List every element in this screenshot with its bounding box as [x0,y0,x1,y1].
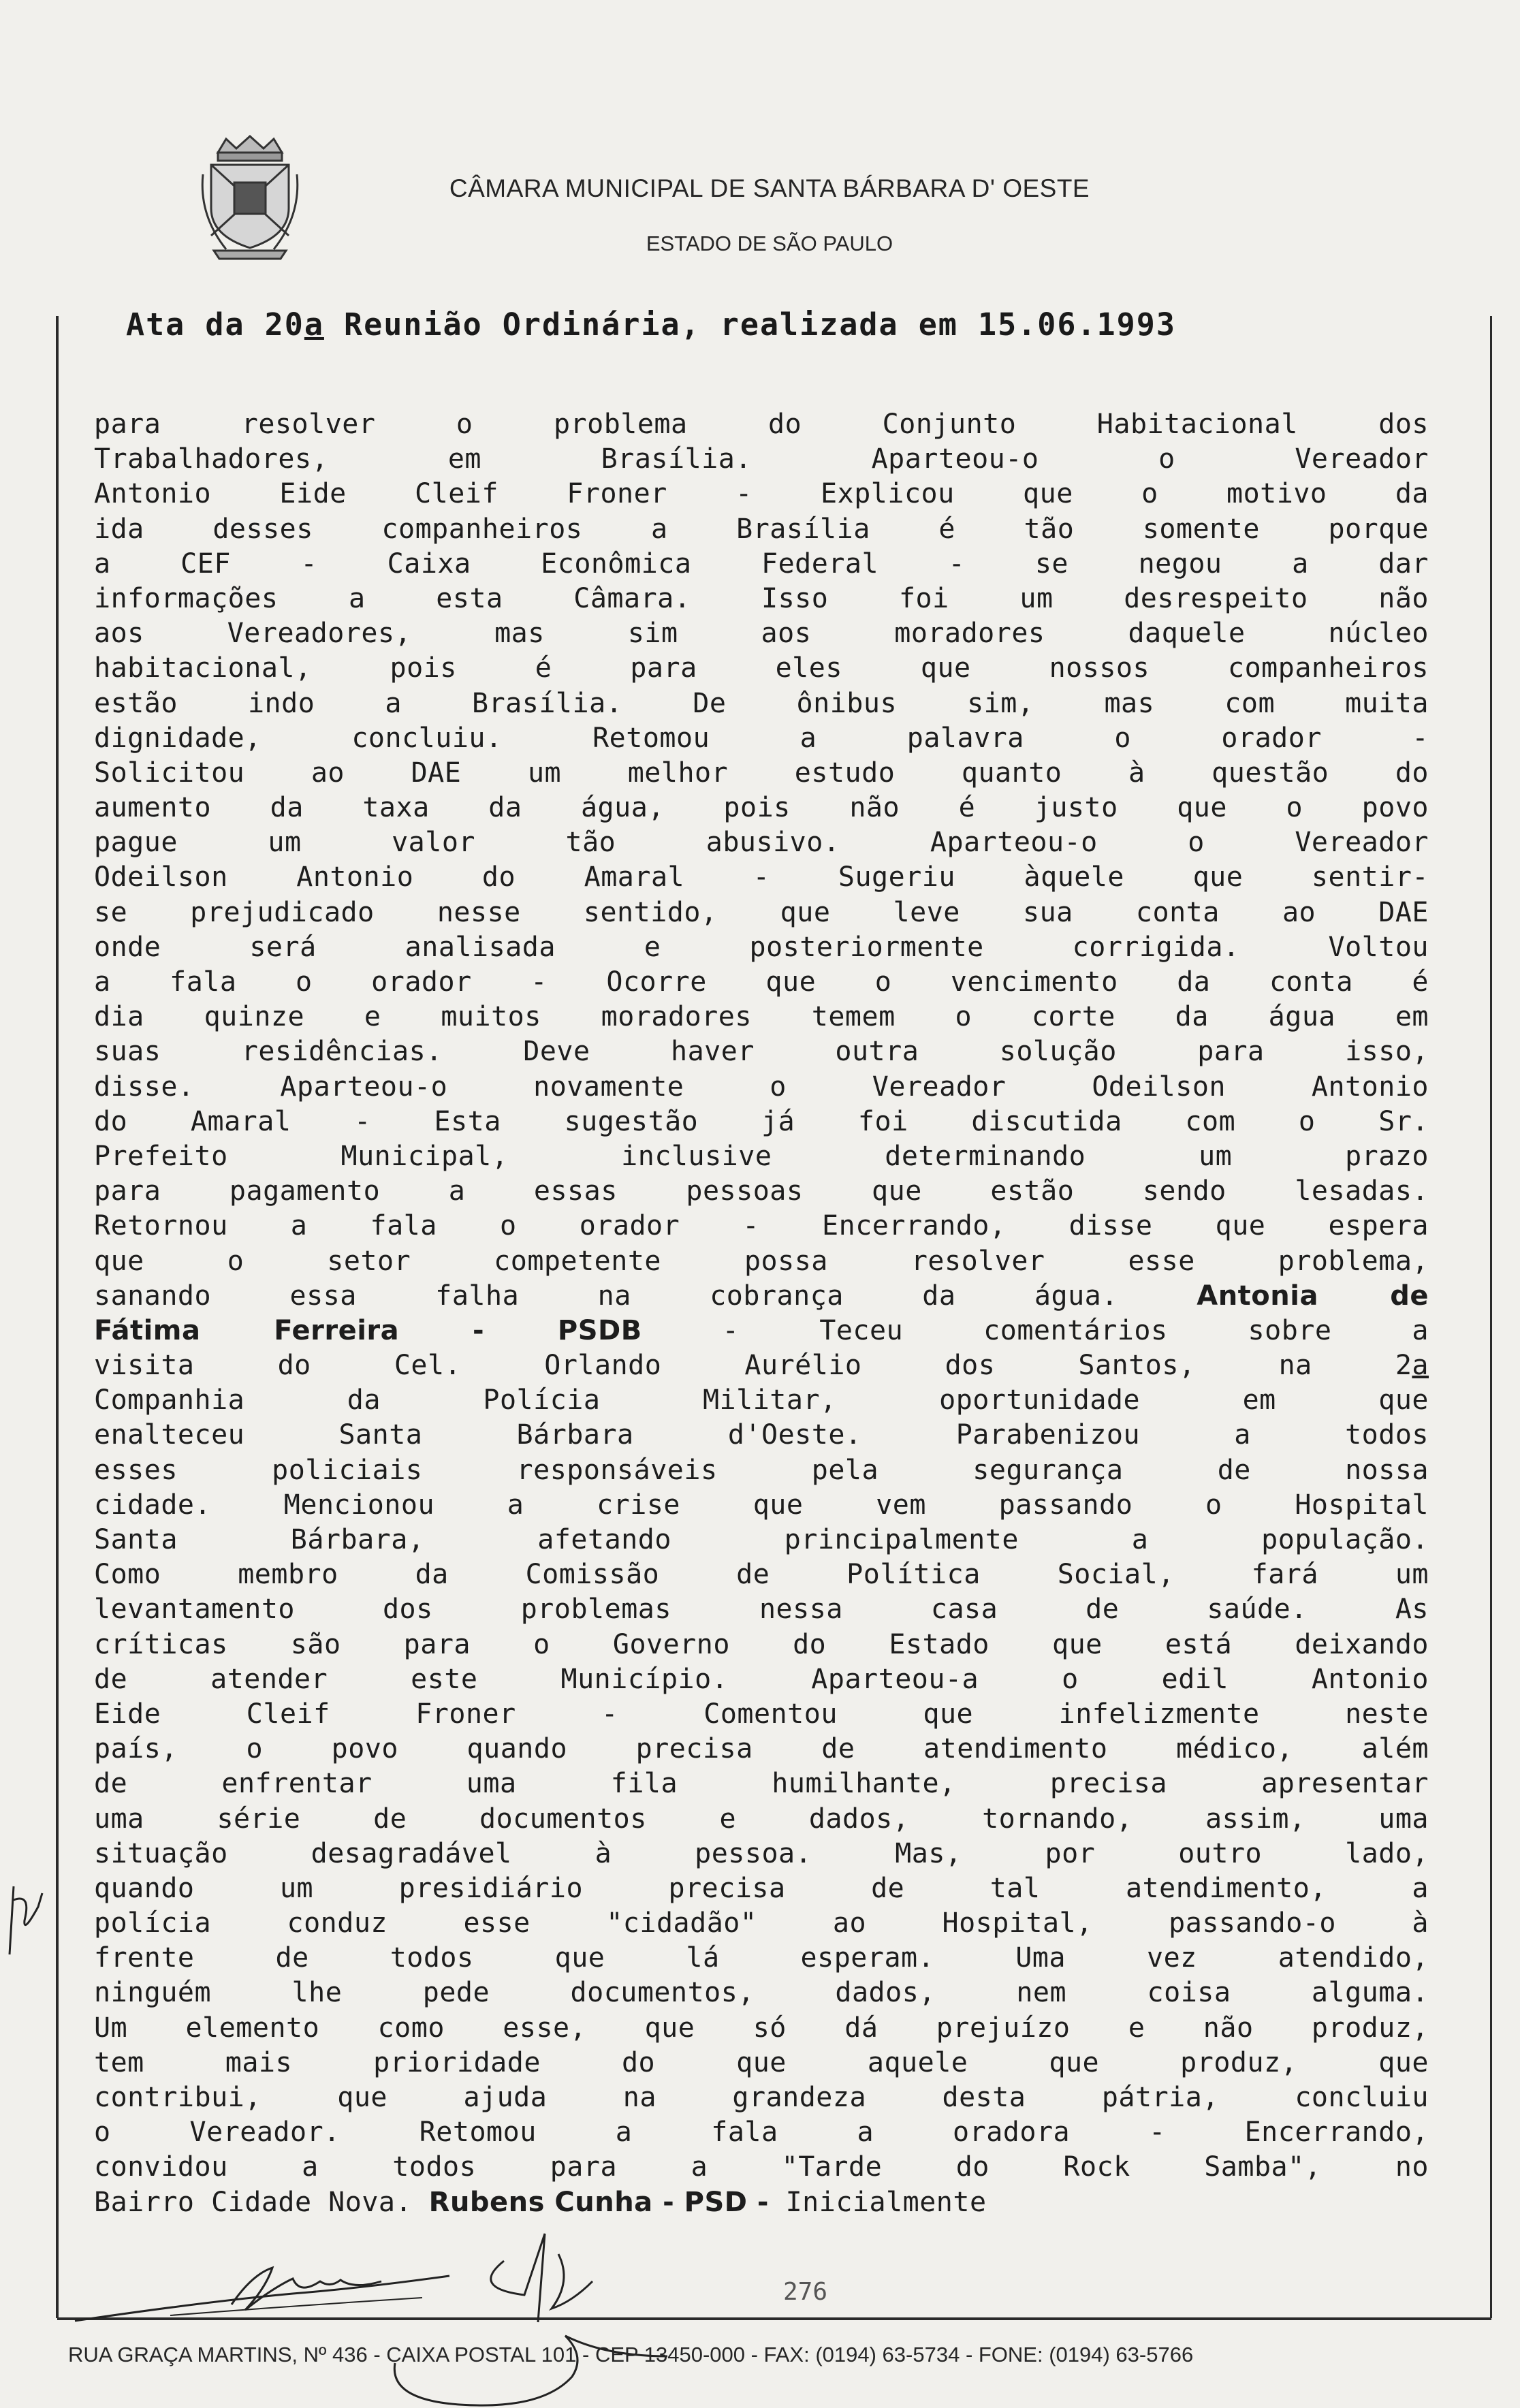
minutes-body [94,407,1429,2220]
body-line [94,1105,1429,1139]
text-segment: contribui, que ajuda na grandeza desta pátria, concluiu [94,2082,1429,2113]
text-segment: Companhia da Polícia Militar, oportunidade em que [94,1384,1429,1416]
text-segment: esses policiais responsáveis pela segurança de nossa [94,1454,1429,1486]
text-segment: suas residências. Deve haver outra solução para isso, [94,1036,1429,1068]
body-line [94,1000,1429,1034]
text-segment: informações a esta Câmara. Isso foi um desrespeito não [94,582,1429,614]
body-line [94,791,1429,825]
body-line [94,896,1429,930]
text-segment: Trabalhadores, em Brasília. Aparteou-o o Vereador [94,443,1429,475]
state-name: ESTADO DE SÃO PAULO [646,232,893,255]
text-segment: se prejudicado nesse sentido, que leve sua conta ao DAE [94,896,1429,928]
text-segment: aos Vereadores, mas sim aos moradores daquele núcleo [94,618,1429,650]
body-line [94,1837,1429,1871]
body-line [94,1871,1429,1906]
body-line [94,1453,1429,1488]
text-segment: de atender este Município. Aparteou-a o edil Antonio [94,1663,1429,1695]
text-segment: Antonio Eide Cleif Froner - Explicou que o motivo da [94,478,1429,510]
body-line [94,1034,1429,1069]
text-segment: a [1412,1350,1429,1382]
body-line [94,616,1429,651]
body-line [94,1592,1429,1627]
speaker-name: Antonia de [1197,1280,1429,1312]
minutes-title: Ata da 20a Reunião Ordinária, realizada em 15.06.1993 [126,306,1176,343]
text-segment: Eide Cleif Froner - Comentou que infelizmente neste [94,1698,1429,1730]
municipal-coat-of-arms [199,133,301,263]
text-segment: Como membro da Comissão de Política Social, fará um [94,1559,1429,1591]
text-segment: tem mais prioridade do que aquele que produz, que [94,2046,1429,2078]
body-line [94,721,1429,756]
body-line [94,1139,1429,1174]
text-segment: que o setor competente possa resolver esse problema, [94,1245,1429,1277]
body-line [94,1941,1429,1976]
body-line [94,1348,1429,1383]
body-line [94,651,1429,686]
text-segment: para resolver o problema do Conjunto Habitacional dos [94,409,1429,440]
body-line [94,2046,1429,2080]
handwritten-signature-right [368,2227,708,2408]
text-segment: visita do Cel. Orlando Aurélio dos Santos, na 2 [94,1350,1412,1382]
right-margin-rule [1490,316,1492,2318]
body-line [94,1662,1429,1697]
text-segment: situação desagradável à pessoa. Mas, por outro lado, [94,1837,1429,1869]
page-number: 276 [783,2278,828,2306]
text-segment: quando um presidiário precisa de tal atendimento, a [94,1872,1429,1904]
text-segment: pague um valor tão abusivo. Aparteou-o o Vereador [94,827,1429,859]
text-segment: críticas são para o Governo do Estado que está deixando [94,1628,1429,1660]
address-footer: RUA GRAÇA MARTINS, Nº 436 - CAIXA POSTAL 101 - CEP 13450-000 - FAX: (0194) 63-5734 - FONE: (0194) 63-5766 [68,2343,1194,2366]
text-segment: enalteceu Santa Bárbara d'Oeste. Parabenizou a todos [94,1419,1429,1451]
body-line [94,2011,1429,2046]
text-segment: dia quinze e muitos moradores temem o corte da água em [94,1001,1429,1033]
body-line [94,1802,1429,1837]
body-line [94,1244,1429,1279]
text-segment: estão indo a Brasília. De ônibus sim, mas com muita [94,687,1429,719]
body-line [94,512,1429,547]
margin-initials-signature [4,1880,52,1961]
body-line [94,477,1429,511]
text-segment: dignidade, concluiu. Retomou a palavra o orador - [94,722,1429,754]
text-segment: convidou a todos para a "Tarde do Rock Samba", no [94,2151,1429,2183]
speaker-name: Rubens Cunha - PSD - [428,2186,769,2218]
text-segment: frente de todos que lá esperam. Uma vez atendido, [94,1942,1429,1974]
body-line [94,1628,1429,1662]
body-line [94,1314,1429,1348]
body-line [94,1976,1429,2010]
body-line [94,1523,1429,1557]
body-line [94,2150,1429,2185]
body-line [94,1488,1429,1523]
text-segment: a CEF - Caixa Econômica Federal - se negou a dar [94,548,1429,580]
body-line [94,825,1429,860]
body-line [94,2115,1429,2150]
text-segment: habitacional, pois é para eles que nossos companheiros [94,652,1429,684]
body-line [94,686,1429,721]
body-line [94,1070,1429,1105]
body-line [94,1418,1429,1453]
body-line [94,1279,1429,1314]
body-line [94,2080,1429,2115]
organization-name: CÂMARA MUNICIPAL DE SANTA BÁRBARA D' OESTE [449,174,1090,202]
text-segment: país, o povo quando precisa de atendimento médico, além [94,1733,1429,1765]
text-segment: onde será analisada e posteriormente corrigida. Voltou [94,931,1429,963]
text-segment: polícia conduz esse "cidadão" ao Hospital, passando-o à [94,1907,1429,1939]
left-margin-rule [56,316,59,2318]
text-segment: Retornou a fala o orador - Encerrando, disse que espera [94,1210,1429,1242]
body-line [94,407,1429,442]
text-segment: sanando essa falha na cobrança da água. [94,1280,1197,1312]
body-line [94,1174,1429,1209]
text-segment: a fala o orador - Ocorre que o vencimento da conta é [94,966,1429,998]
text-segment: Odeilson Antonio do Amaral - Sugeriu àquele que sentir- [94,861,1429,893]
text-segment: ida desses companheiros a Brasília é tão somente porque [94,513,1429,545]
text-segment: disse. Aparteou-o novamente o Vereador Odeilson Antonio [94,1071,1429,1103]
text-segment: levantamento dos problemas nessa casa de saúde. As [94,1594,1429,1626]
text-segment: para pagamento a essas pessoas que estão sendo lesadas. [94,1175,1429,1207]
text-segment: Bairro Cidade Nova. [94,2186,429,2218]
text-segment: de enfrentar uma fila humilhante, precisa apresentar [94,1768,1429,1800]
body-line [94,965,1429,1000]
body-line [94,582,1429,616]
text-segment: do Amaral - Esta sugestão já foi discutida com o Sr. [94,1105,1429,1137]
text-segment: ninguém lhe pede documentos, dados, nem coisa alguma. [94,1977,1429,2009]
text-segment: Um elemento como esse, que só dá prejuízo e não produz, [94,2012,1429,2044]
speaker-name: Fátima Ferreira - PSDB [94,1314,642,1346]
body-line [94,1209,1429,1243]
body-line [94,1767,1429,1801]
text-segment: Solicitou ao DAE um melhor estudo quanto à questão do [94,757,1429,789]
text-segment: Inicialmente [768,2186,987,2218]
text-segment: Prefeito Municipal, inclusive determinando um prazo [94,1140,1429,1172]
text-segment: o Vereador. Retomou a fala a oradora - Encerrando, [94,2117,1429,2149]
text-segment: uma série de documentos e dados, tornando, assim, uma [94,1803,1429,1835]
text-segment: Santa Bárbara, afetando principalmente a população. [94,1524,1429,1555]
text-segment: - Teceu comentários sobre a [642,1314,1429,1346]
body-line [94,756,1429,791]
body-line [94,1697,1429,1732]
body-line [94,930,1429,965]
body-line [94,860,1429,895]
body-line [94,547,1429,582]
text-segment: aumento da taxa da água, pois não é justo que o povo [94,792,1429,824]
body-line [94,442,1429,477]
body-line [94,1383,1429,1418]
body-line [94,1732,1429,1767]
body-line [94,1906,1429,1941]
body-line [94,2185,1429,2220]
body-line [94,1557,1429,1592]
text-segment: cidade. Mencionou a crise que vem passando o Hospital [94,1489,1429,1521]
